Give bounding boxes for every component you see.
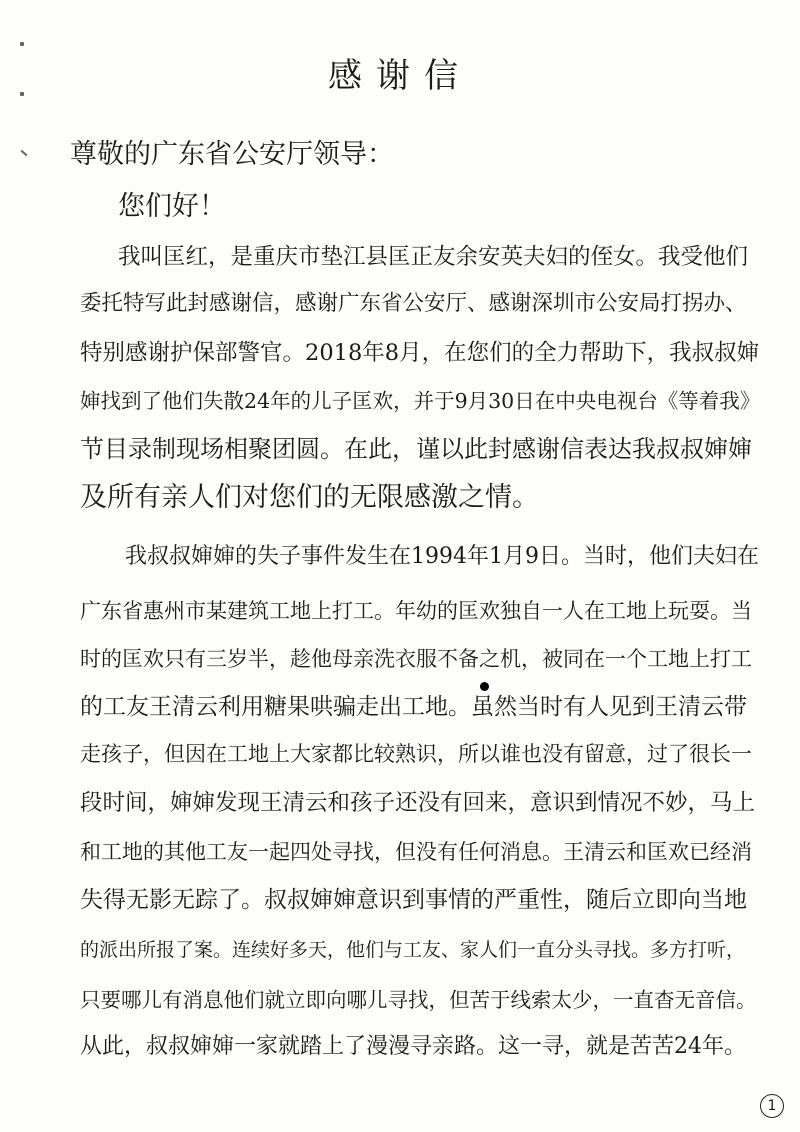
paragraph2-line: 段时间，婶婶发现王清云和孩子还没有回来，意识到情况不妙，马上	[80, 790, 756, 816]
paragraph1-line: 婶找到了他们失散24年的儿子匡欢，并于9月30日在中央电视台《等着我》	[80, 389, 761, 413]
paragraph2-line: 我叔叔婶婶的失子事件发生在1994年1月9日。当时，他们夫妇在	[125, 544, 759, 569]
paragraph1-line: 我叫匡红，是重庆市垫江县匡正友余安英夫妇的侄女。我受他们	[118, 244, 749, 270]
paragraph2-line: 的派出所报了案。连续好多天，他们与工友、家人们一直分头寻找。多方打听，	[80, 939, 746, 961]
paragraph2-line: 走孩子，但因在工地上大家都比较熟识，所以谁也没有留意，过了很长一	[80, 742, 752, 766]
scan-speck	[20, 150, 27, 157]
scan-speck	[20, 42, 24, 46]
page-number-badge: 1	[760, 1094, 784, 1118]
paragraph2-line: 失得无影无踪了。叔叔婶婶意识到事情的严重性，随后立即向当地	[80, 887, 747, 913]
paragraph2-line: 只要哪儿有消息他们就立即向哪儿寻找，但苦于线索太少，一直杳无音信。	[80, 988, 757, 1012]
letter-salutation: 您们好！	[118, 191, 226, 222]
ink-dot	[480, 682, 489, 691]
paragraph2-line: 广东省惠州市某建筑工地上打工。年幼的匡欢独自一人在工地上玩耍。当	[80, 599, 752, 623]
paragraph2-line: 和工地的其他工友一起四处寻找，但没有任何消息。王清云和匡欢已经消	[80, 840, 752, 864]
letter-greeting: 尊敬的广东省公安厅领导：	[70, 139, 394, 170]
letter-title: 感谢信	[328, 56, 472, 96]
paragraph1-line: 委托特写此封感谢信，感谢广东省公安厅、感谢深圳市公安局打拐办、	[80, 291, 747, 316]
paragraph2-line: 的工友王清云利用糖果哄骗走出工地。虽然当时有人见到王清云带	[80, 694, 747, 720]
paragraph2-line: 从此，叔叔婶婶一家就踏上了漫漫寻亲路。这一寻，就是苦苦24年。	[80, 1034, 746, 1059]
paragraph2-line: 时的匡欢只有三岁半，趁他母亲洗衣服不备之机，被同在一个工地上打工	[80, 647, 752, 671]
paragraph1-line: 及所有亲人们对您们的无限感激之情。	[80, 482, 539, 513]
paragraph1-line: 节目录制现场相聚团圆。在此，谨以此封感谢信表达我叔叔婶婶	[80, 435, 752, 463]
paragraph1-line: 特别感谢护保部警官。2018年8月，在您们的全力帮助下，我叔叔婶	[80, 340, 760, 366]
